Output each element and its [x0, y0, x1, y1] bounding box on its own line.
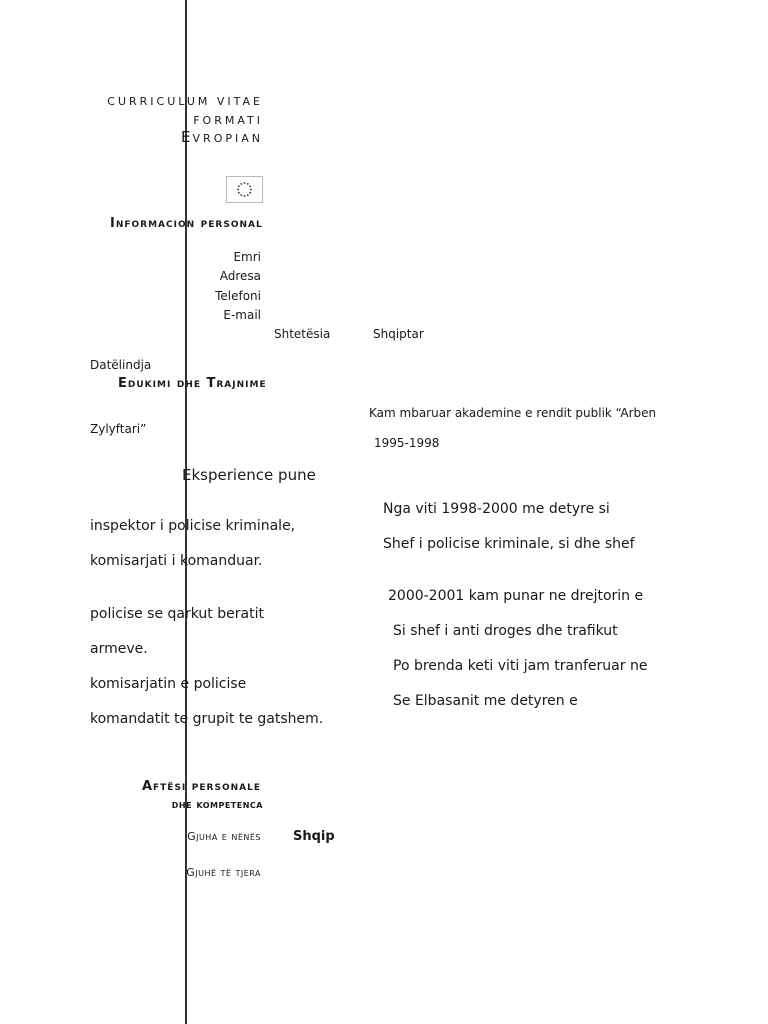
email-label: E-mail — [223, 308, 261, 322]
experience-right-line-1: Nga viti 1998-2000 me detyre si — [383, 501, 610, 517]
cv-title-line2: FORMATI — [193, 114, 263, 127]
nationality-label: Shtetësia — [274, 327, 331, 341]
eu-flag-icon — [226, 176, 263, 203]
cv-title-line1: CURRICULUM VITAE — [107, 95, 263, 108]
skills-heading-line1: Aftësi personale — [141, 779, 261, 794]
birthdate-label: Datëlindja — [90, 358, 152, 372]
education-text-line1: Kam mbaruar akademine e rendit publik “Arben — [369, 406, 657, 420]
experience-left-line-5: komisarjatin e policise — [90, 676, 247, 692]
address-label: Adresa — [219, 269, 261, 283]
education-years: 1995-1998 — [374, 436, 440, 450]
cv-title-line3 — [181, 128, 263, 148]
cv-title-initial: E — [181, 128, 193, 146]
skills-heading-line2: dhe kompetenca — [171, 798, 263, 811]
experience-left-line-2: komisarjati i komanduar. — [90, 553, 263, 569]
experience-right-line-5: Po brenda keti viti jam tranferuar ne — [393, 658, 648, 674]
experience-right-line-4: Si shef i anti droges dhe trafikut — [393, 623, 618, 639]
cv-title-rest: VROPIAN — [192, 132, 263, 145]
experience-right-line-2: Shef i policise kriminale, si dhe shef — [383, 536, 635, 552]
experience-heading: Eksperience pune — [182, 466, 316, 484]
other-languages-label: Gjuhë të tjera — [186, 866, 261, 879]
mother-tongue-value: Shqip — [293, 829, 335, 844]
experience-left-line-1: inspektor i policise kriminale, — [90, 518, 296, 534]
mother-tongue-label: Gjuha e nënës — [187, 830, 261, 843]
nationality-value: Shqiptar — [373, 327, 424, 341]
personal-info-heading: Informacion personal — [110, 216, 263, 231]
experience-left-line-3: policise se qarkut beratit — [90, 606, 264, 622]
experience-left-line-4: armeve. — [90, 641, 148, 657]
education-heading: Edukimi dhe Trajnime — [118, 376, 267, 391]
experience-left-line-6: komandatit te grupit te gatshem. — [90, 711, 324, 727]
name-label: Emri — [233, 250, 261, 264]
experience-right-line-3: 2000-2001 kam punar ne drejtorin e — [388, 588, 644, 604]
education-text-line2: Zylyftari” — [90, 422, 147, 436]
phone-label: Telefoni — [215, 289, 261, 303]
experience-right-line-6: Se Elbasanit me detyren e — [393, 693, 578, 709]
